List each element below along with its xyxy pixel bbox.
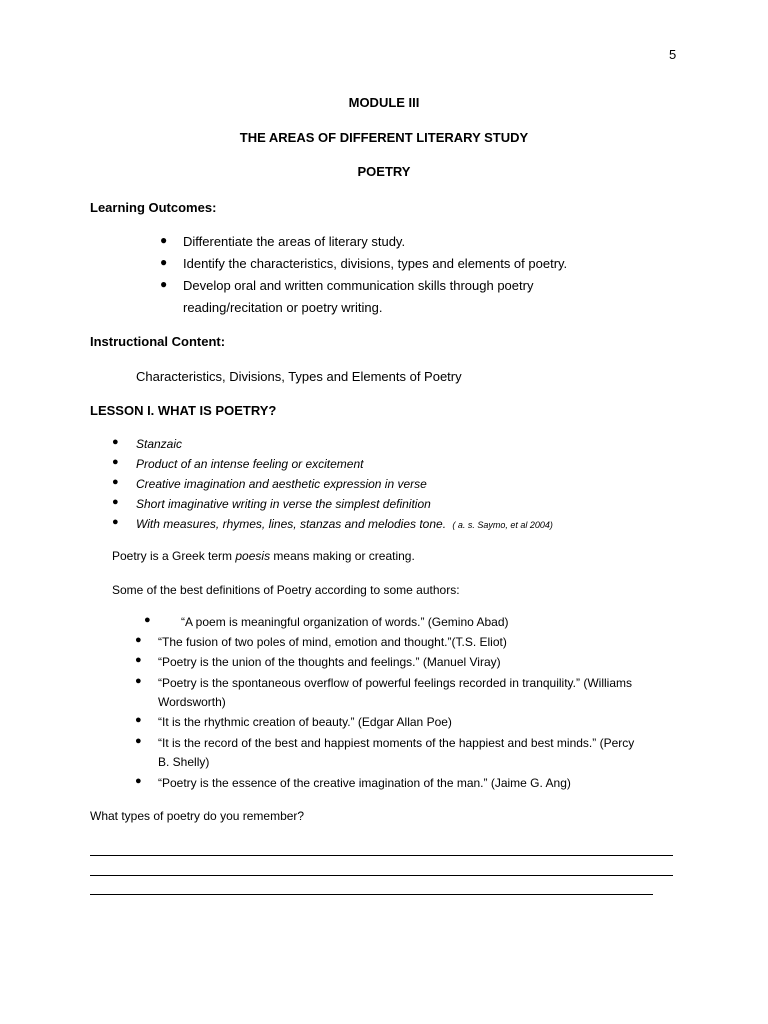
definition-item: “It is the rhythmic creation of beauty.” (Edgar Allan Poe) [158,715,452,729]
lesson-item: Creative imagination and aesthetic expression in verse [136,477,427,491]
definition-item: “The fusion of two poles of mind, emotion and thought.”(T.S. Eliot) [158,635,507,649]
bullet-icon: ● [135,735,142,747]
bullet-icon: ● [112,476,119,488]
definition-item: “Poetry is the union of the thoughts and feelings.” (Manuel Viray) [158,655,501,669]
definition-item: “A poem is meaningful organization of words.” (Gemino Abad) [181,615,509,629]
answer-line[interactable] [90,894,653,895]
bullet-icon: ● [144,614,151,626]
learning-outcomes-heading: Learning Outcomes: [90,200,217,215]
bullet-icon: ● [112,436,119,448]
definition-item: “Poetry is the essence of the creative imagination of the man.” (Jaime G. Ang) [158,776,571,790]
definition-item: “It is the record of the best and happiest moments of the happiest and best minds.” (Percy [158,736,635,750]
greek-term-before: Poetry is a Greek term [112,549,236,563]
answer-line[interactable] [90,855,673,856]
greek-term-after: means making or creating. [270,549,415,563]
instructional-content-heading: Instructional Content: [90,334,226,349]
lesson-item: Short imaginative writing in verse the simplest definition [136,497,431,511]
lesson-heading: LESSON I. WHAT IS POETRY? [90,403,277,418]
bullet-icon: ● [160,233,168,247]
definition-item-continued: Wordsworth) [158,695,226,709]
greek-term-sentence [112,549,415,563]
bullet-icon: ● [135,714,142,726]
learning-outcome-item: Develop oral and written communication skills through poetry [183,278,534,293]
bullet-icon: ● [160,255,168,269]
bullet-icon: ● [135,654,142,666]
lesson-item: Stanzaic [136,437,183,451]
bullet-icon: ● [112,456,119,468]
bullet-icon: ● [160,277,168,291]
definitions-intro: Some of the best definitions of Poetry according to some authors: [112,583,460,597]
page-title: THE AREAS OF DIFFERENT LITERARY STUDY [239,130,529,145]
citation: ( a. s. Saymo, et al 2004) [452,520,553,530]
page-subtitle: POETRY [357,164,411,179]
question-prompt: What types of poetry do you remember? [90,809,305,823]
bullet-icon: ● [135,775,142,787]
instructional-content-text: Characteristics, Divisions, Types and Elements of Poetry [136,369,462,384]
lesson-item [136,517,553,531]
greek-term-word: poesis [235,549,271,563]
answer-line[interactable] [90,875,673,876]
module-heading: MODULE III [348,95,420,110]
bullet-icon: ● [112,516,119,528]
bullet-icon: ● [135,675,142,687]
definition-item-continued: B. Shelly) [158,755,210,769]
bullet-icon: ● [135,634,142,646]
page-number: 5 [669,47,677,62]
learning-outcome-item: Differentiate the areas of literary study. [183,234,406,249]
learning-outcome-item-continued: reading/recitation or poetry writing. [183,300,383,315]
bullet-icon: ● [112,496,119,508]
learning-outcome-item: Identify the characteristics, divisions, types and elements of poetry. [183,256,568,271]
lesson-item: Product of an intense feeling or excitement [136,457,364,471]
definition-item: “Poetry is the spontaneous overflow of powerful feelings recorded in tranquility.” (Williams [158,676,632,690]
lesson-item-text: With measures, rhymes, lines, stanzas and melodies tone. [136,517,447,531]
